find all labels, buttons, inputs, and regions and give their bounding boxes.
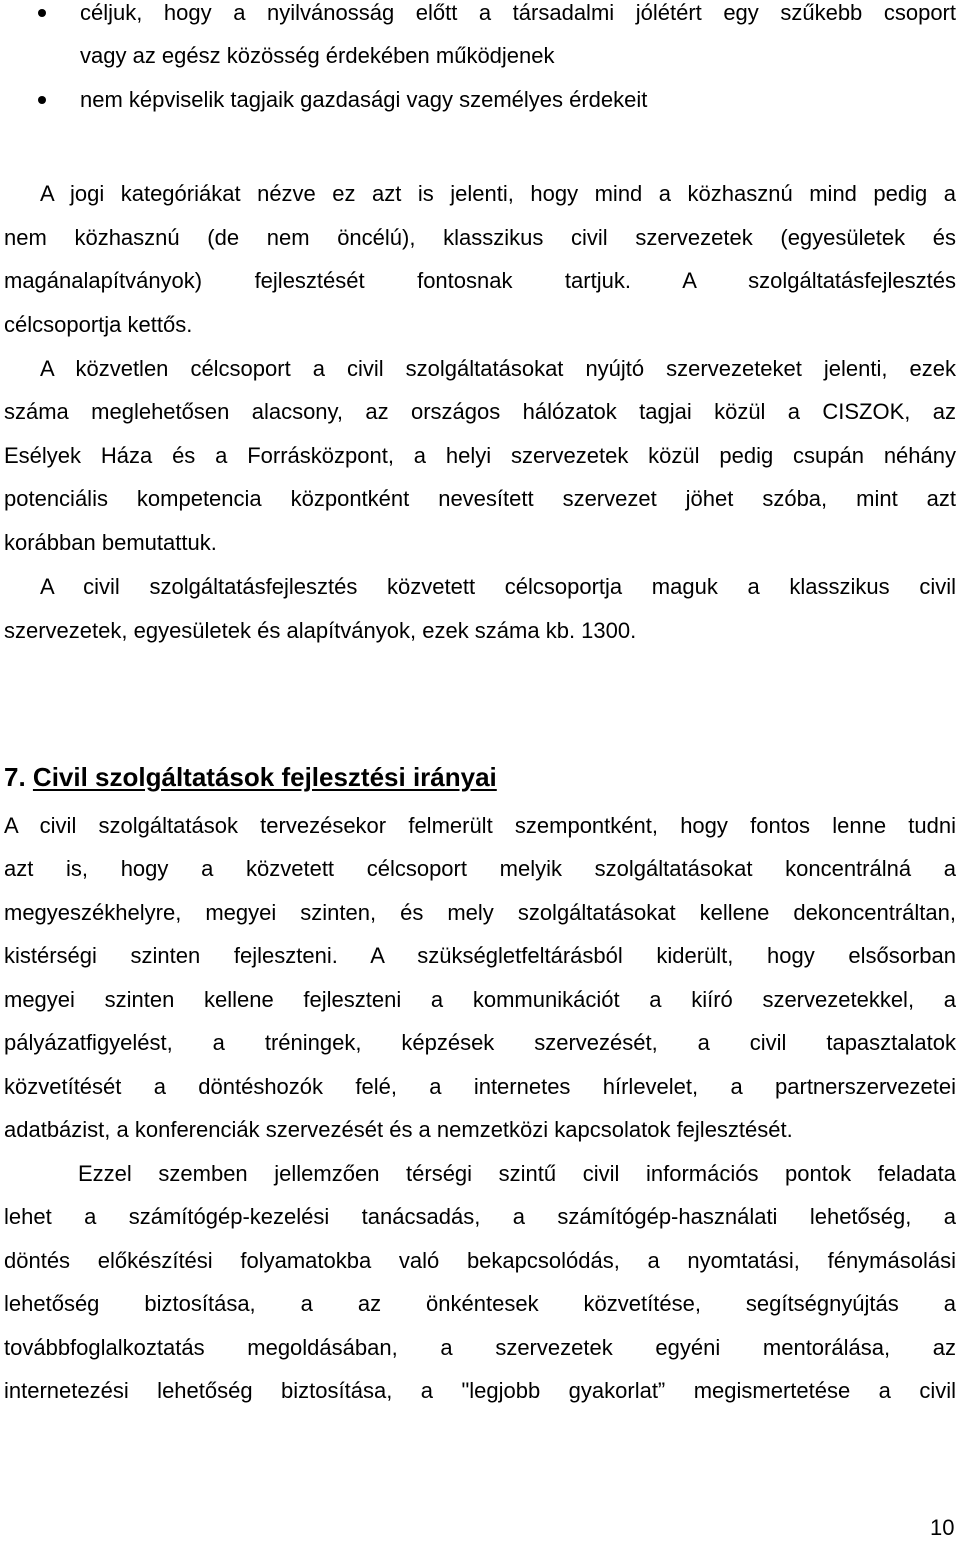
- paragraph-line: lehetőség biztosítása, a az önkéntesek közvetítése, segítségnyújtás a: [4, 1291, 956, 1316]
- paragraph-line: megyei szinten kellene fejleszteni a kommunikációt a kiíró szervezetekkel, a: [4, 987, 956, 1012]
- paragraph-line: megyeszékhelyre, megyei szinten, és mely szolgáltatásokat kellene dekoncentráltan,: [4, 900, 956, 925]
- paragraph-line: A civil szolgáltatásfejlesztés közvetett célcsoportja maguk a klasszikus civil: [40, 574, 956, 599]
- bullet-dot-icon: [38, 9, 46, 17]
- paragraph-line: továbbfoglalkoztatás megoldásában, a szervezetek egyéni mentorálása, az: [4, 1335, 956, 1360]
- paragraph-line: célcsoportja kettős.: [4, 312, 193, 337]
- paragraph-line: nem közhasznú (de nem öncélú), klasszikus civil szervezetek (egyesületek és: [4, 225, 956, 250]
- paragraph-line: közvetítését a döntéshozók felé, a internetes hírlevelet, a partnerszervezetei: [4, 1074, 956, 1099]
- paragraph-line: adatbázist, a konferenciák szervezését és a nemzetközi kapcsolatok fejlesztését.: [4, 1117, 793, 1142]
- paragraph-line: szervezetek, egyesületek és alapítványok, ezek száma kb. 1300.: [4, 618, 637, 643]
- paragraph-line: kistérségi szinten fejleszteni. A szükségletfeltárásból kiderült, hogy elsősorban: [4, 943, 956, 968]
- page-number: 10: [930, 1515, 955, 1540]
- bullet-2-line-1: nem képviselik tagjaik gazdasági vagy személyes érdekeit: [80, 87, 648, 112]
- paragraph-line: száma meglehetősen alacsony, az országos hálózatok tagjai közül a CISZOK, az: [4, 399, 956, 424]
- paragraph-line: internetezési lehetőség biztosítása, a "legjobb gyakorlat” megismertetése a civil: [4, 1378, 956, 1403]
- paragraph-line: A civil szolgáltatások tervezésekor felmerült szempontként, hogy fontos lenne tudni: [4, 813, 956, 838]
- paragraph-line: A jogi kategóriákat nézve ez azt is jelenti, hogy mind a közhasznú mind pedig a: [40, 181, 956, 206]
- section-title: Civil szolgáltatások fejlesztési irányai: [32, 762, 497, 792]
- section-number: 7.: [4, 762, 26, 792]
- paragraph-line: azt is, hogy a közvetett célcsoport melyik szolgáltatásokat koncentrálná a: [4, 856, 956, 881]
- bullet-1-line-1: céljuk, hogy a nyilvánosság előtt a társadalmi jólétért egy szűkebb csoport: [80, 0, 956, 25]
- paragraph-line: Esélyek Háza és a Forrásközpont, a helyi szervezetek közül pedig csupán néhány: [4, 443, 956, 468]
- paragraph-line: Ezzel szemben jellemzően térségi szintű civil információs pontok feladata: [78, 1161, 956, 1186]
- paragraph-line: A közvetlen célcsoport a civil szolgáltatásokat nyújtó szervezeteket jelenti, ezek: [40, 356, 956, 381]
- bullet-1-line-2: vagy az egész közösség érdekében működjenek: [80, 43, 555, 68]
- paragraph-line: pályázatfigyelést, a tréningek, képzések szervezését, a civil tapasztalatok: [4, 1030, 956, 1055]
- paragraph-line: potenciális kompetencia központként nevesített szervezet jöhet szóba, mint azt: [4, 486, 956, 511]
- paragraph-line: döntés előkészítési folyamatokba való bekapcsolódás, a nyomtatási, fénymásolási: [4, 1248, 956, 1273]
- section-heading: [4, 761, 497, 793]
- paragraph-line: korábban bemutattuk.: [4, 530, 217, 555]
- paragraph-line: magánalapítványok) fejlesztését fontosnak tartjuk. A szolgáltatásfejlesztés: [4, 268, 956, 293]
- bullet-dot-icon: [38, 96, 46, 104]
- paragraph-line: lehet a számítógép-kezelési tanácsadás, a számítógép-használati lehetőség, a: [4, 1204, 956, 1229]
